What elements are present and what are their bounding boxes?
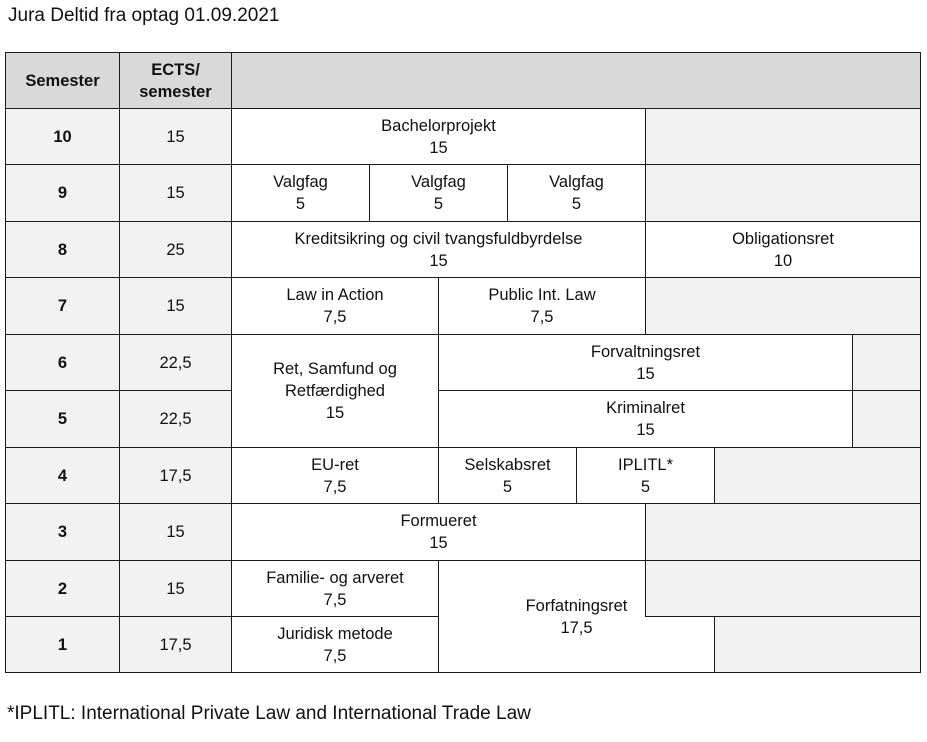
course-name: Selskabsret [464,455,551,474]
course-name: Valgfag [411,173,466,191]
course-iplitl [576,447,715,504]
semester-cell-3 [5,503,120,561]
ects-cell-10 [119,108,232,165]
ects-value: 15 [166,127,185,146]
course-obligationsret [645,221,921,278]
course-name: Valgfag [549,173,604,191]
course-forvaltningsret [438,334,853,391]
course-formueret [231,503,646,561]
course-ects: 15 [429,534,448,552]
ects-cell-5 [119,390,232,448]
ects-value: 25 [166,240,185,259]
empty-cell [645,108,921,165]
course-kreditsikring [231,221,646,278]
semester-cell-4 [5,447,120,504]
course-ects: 5 [502,477,513,496]
course-name: Law in Action [286,286,384,304]
course-name-line1: Ret, Samfund og [273,360,397,378]
header-semester-label: Semester [25,71,100,90]
empty-cell [852,334,921,391]
empty-cell [645,560,921,617]
empty-cell [714,616,921,673]
course-public-int-law [438,277,646,335]
header-ects-line2: semester [139,82,212,101]
course-ects: 7,5 [323,646,347,665]
course-ects: 7,5 [323,308,347,326]
semester-number: 10 [53,127,72,146]
course-name: Juridisk metode [277,624,393,643]
course-name: Obligationsret [732,229,834,248]
ects-value: 15 [166,579,185,598]
semester-cell-8 [5,221,120,278]
course-ects: 5 [640,477,651,496]
ects-cell-1 [119,616,232,673]
course-ects: 15 [429,138,448,157]
semester-cell-7 [5,277,120,335]
header-ects [119,52,232,109]
course-valgfag-1 [231,164,370,222]
course-kriminalret [438,390,853,448]
ects-value: 22,5 [159,353,192,372]
ects-cell-7 [119,277,232,335]
ects-cell-9 [119,164,232,222]
course-ects: 15 [325,404,345,422]
course-bachelorprojekt [231,108,646,165]
course-ret-samfund-retfaerdighed [231,334,439,448]
footnote: *IPLITL: International Private Law and International Trade Law [7,703,531,724]
course-selskabsret [438,447,577,504]
course-name: Familie- og arveret [266,568,404,587]
empty-cell [645,503,921,561]
ects-value: 22,5 [159,410,192,428]
semester-number: 4 [57,466,68,485]
semester-number: 3 [57,523,68,541]
course-name: Kreditsikring og civil tvangsfuldbyrdelse [294,229,583,248]
ects-value: 17,5 [159,466,192,485]
course-name: Forvaltningsret [590,342,701,361]
course-familie-og-arveret [231,560,439,617]
semester-cell-1 [5,616,120,673]
ects-cell-6 [119,334,232,391]
header-semester [5,52,120,109]
course-ects: 15 [636,421,655,439]
course-name: Public Int. Law [488,286,596,304]
semester-cell-9 [5,164,120,222]
course-name: EU-ret [311,455,359,474]
ects-cell-8 [119,221,232,278]
ects-value: 15 [166,184,185,202]
course-valgfag-3 [507,164,646,222]
semester-number: 8 [57,240,68,259]
course-ects: 7,5 [323,590,347,609]
course-juridisk-metode [231,616,439,673]
semester-cell-5 [5,390,120,448]
course-ects: 15 [636,364,655,383]
course-name: Forfatningsret [525,596,628,615]
course-valgfag-2 [369,164,508,222]
course-ects: 5 [571,195,582,213]
header-ects-line1: ECTS/ [151,60,200,79]
course-name: Formueret [400,512,477,530]
empty-cell [714,447,921,504]
semester-cell-10 [5,108,120,165]
semester-number: 6 [57,353,68,372]
semester-number: 9 [57,184,68,202]
semester-number: 7 [57,297,68,315]
ects-cell-4 [119,447,232,504]
ects-value: 15 [166,297,185,315]
semester-cell-2 [5,560,120,617]
semester-number: 5 [57,410,68,428]
course-eu-ret [231,447,439,504]
ects-value: 15 [166,523,185,541]
course-ects: 7,5 [323,477,347,496]
ects-value: 17,5 [159,635,192,654]
course-ects: 15 [429,251,448,270]
header-courses-area [231,52,921,109]
ects-cell-3 [119,503,232,561]
semester-number: 1 [57,635,68,654]
course-name: IPLITL* [617,455,674,474]
course-name: Kriminalret [606,399,685,417]
course-name-line2: Retfærdighed [285,382,385,400]
course-name: Bachelorprojekt [381,116,496,135]
semester-number: 2 [57,579,68,598]
course-name: Valgfag [273,173,328,191]
semester-cell-6 [5,334,120,391]
empty-cell [852,390,921,448]
course-law-in-action [231,277,439,335]
course-ects: 17,5 [560,618,593,637]
course-ects: 10 [773,251,793,270]
empty-cell [645,277,921,335]
ects-cell-2 [119,560,232,617]
empty-cell [645,164,921,222]
course-ects: 5 [433,195,444,213]
course-ects: 5 [295,195,306,213]
course-ects: 7,5 [530,308,554,326]
document-title: Jura Deltid fra optag 01.09.2021 [8,5,280,26]
